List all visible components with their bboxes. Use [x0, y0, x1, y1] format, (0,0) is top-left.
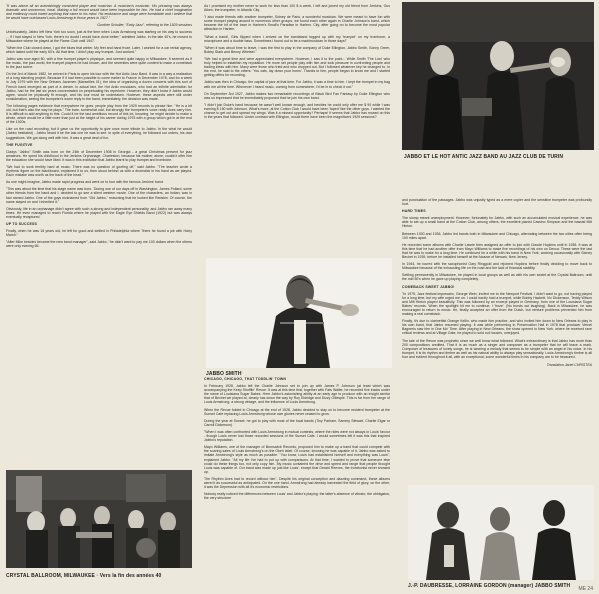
paragraph: "After Mike besides became the new band manager", said Jabbo, "he didn't want to pay me 100 dollars when the others were only earning 65. [6, 240, 192, 249]
paragraph: "I didn't join Duke's band because he wasn't well known enough, and besides he could only offer me $ 90 while I was earning $ 150 with Johnson. What's more, at the Cotton Club I would have been 'taped' like the other guys. I wanted the chance to get out and spread my wings. Was it a missed opportunity? Perhaps! It seems that Jabbo has mused on this in the years that followed. Under contract with Ellington, would there have been the magnificent 1929 sessions? [204, 102, 390, 120]
paragraph: In 1944, he toured with the saxophonist Gary Ringgold and rejoined Hopkins before finally deciding to move back to Milwaukee because of the exhausting life on the road and the lack of financial stability. [402, 262, 592, 271]
text-column-2 [204, 4, 390, 257]
section-heading-chicago: CHICAGO, CHICAGO, THAT TODDLIN' TOWN [204, 377, 287, 381]
paragraph: Cladys "Jabbo" Smith was born on the 24th of December 1908 in Georgia - a great Christmas present for jazz amateurs. He spent his childhood in the Jenkins Orphanage, Charleston, because his mother, alone, couldn't offer him the education she would have liked. It was in this institution that Jabbo learnt to play trumpet and trombone. [6, 149, 192, 162]
paragraph: During the year at Sunset, he got to play with most of the local bands (Tiny Parham, Sammy Stewart, Charlie Elgar or Carroll Dickerson). [204, 418, 390, 427]
section-heading-hard-times: HARD TIMES [402, 209, 426, 214]
paragraph: Finally, when he was 16 years old, he left for good and settled in Philadelphia where "there he found a job with Harry Marsh." [6, 229, 192, 238]
text-column-2-lower [204, 374, 390, 588]
paragraph: Between 1930 and 1936, Jabbo led bands both in Milwaukee and Chicago, alternating between the two cities often being 100 miles apart. [402, 231, 592, 240]
section-heading-comeback: COMEBACK SWEET JABBO! [402, 284, 455, 289]
paragraph: On September 3rd 1927, Jabbo makes two remarkable recordings of Black Bird Fan Fantasy by Duke Ellington who was so impressed that he immediately proposed that he join his own band. [204, 91, 390, 100]
paragraph: "We had a great time and were appreciated everywhere. However, I saw it to the point... While Smith 'The Lion' who truly helped to establish my reputation. He more set people play with him and took pleasure in confronting people and trading ideas with him. Many were those who tried and who dropped out. But I followed whatever key he changed to. In the end, he said to the others: 'You cats, lay down your horns'. Thanks to him, people began to know me and I started getting offers for recording. [204, 56, 390, 78]
paragraph: Like on the road recording, but it gave us the opportunity to give once more tribute to Jabbo. In the what he would (Jabbo hesitated) - Jabbo heard it be the last one he was to see. In spite of everything, he followed our orders, his own suggestions. We got along well with him. It was a great deal of fun. [6, 127, 192, 140]
paragraph: "This was about the time that his stage name was born. 'During one of our days off in Washington, James Pollard, some other friends from the band and I, decided to go see a silent western movie. One of the characters, an Indian, was in fact named Jabbo. One of the guys nicknamed from "Old Jabbo," reasoning that he looked like Redskin. Of course, the name stayed on and I inherited it." [6, 187, 192, 204]
photo-caption-crystal: CRYSTAL BALLROOM, MILWAUKEE · Vers la fin des années 40 [6, 573, 162, 579]
paragraph: Nobody really noticed the differences between Louis' and Jabbo's playing: the latter's absence of vibrato, the obbligatos, the very structure [204, 492, 390, 501]
paragraph: The Rhythm Aces had to record without him". Despite his original conception and dazzling command, these albums weren't as successful as anticipated. On the one hand, Armstrong had already harvested the field of glory, on the other, it was the Depression with all it's economic restrictions. [204, 476, 390, 490]
paragraph: "When it was about time to leave, I was the first to play in the company of Duke Ellington, Jabbo Smith, Sonny Greer, Bobby Stark and Benny Whetsel." [204, 45, 390, 54]
section-heading-success: UP TO SUCCESS [6, 222, 38, 227]
quote-attribution: Gunther Schuller, "Early Jazz", referring to the 1929 sessions [97, 23, 192, 28]
paragraph: The slump meant unemployment. However, fortunately for Jabbo, with such an accumulated musical experience, he was able to set up a small band at the Cotton Club, among others, the excellent pianist Cassino Simpson and the bassist Milt Hinton. [402, 216, 592, 229]
paragraph: Settling permanently in Milwaukee, he played in local groups as well as with his own sextet at the Crystal Ballroom, until the mid 50's when he gave up playing completely. [402, 273, 592, 282]
paragraph: and punctuation of the passages. Jabbo was unjustly typed as a mere copier and the sensitive trumpeter was profoundly hurt. [402, 198, 592, 207]
jabbo-smith-photo [206, 258, 392, 368]
hot-antic-jazz-band-photo [402, 2, 594, 150]
paragraph: On the 3rd of March 1982, he arrived in Paris to open his tour with the Hot Antic Jazz Band. It was in a way a realization of a long standing project. Because if it had been possible to come earlier to France in December 1978, and for a week in July 1979 with the New Orleans Jazzmen (Marseilles 01), the idea of organising a dozen concerts with this sort of French band emerged as part of a dream. In actual fact, the Hot Antic musicians, who had an infinite admiration for Jabbo, had for the last six years concentrated on perpetuating his repertoire. However, they didn't know if Jabbo would agree, would be physically fit enough, and his tour must be undertaken. However, these aspects were still under consideration, seeing the trumpeter's warm reply to the band, immediately, the decision was made. [6, 72, 192, 101]
paragraph: "In 1975, Jazz festival impresario, George Wein, invited me to the Newport Festival. I didn't want to go, not having played for a long time, but my wife urged me on. I could hardly hold a trumpet, while Bobby Hackett, Vic Dickenson, Teddy Wilson and Milt Hinton played beautifully. This was followed by an excerpt played in Germany, from one of the Louisiana Sugar Babes' records. When the spotlight hit me to continue, I 'froze'. (No bursts out laughing). Back in Milwaukee, he was encouraged to return to music. He, finally accepted an offer from the Dutch, but venture problems prevented him from making a real comeback. [402, 291, 592, 317]
paragraph: "When the Club closed down, I got the blues that winter. My feet and hand froze. Later, I worked for a car rental agency, which lasted until the early 60's. All that time, I didn't play any trumpet. Just worked." [6, 45, 192, 54]
paragraph: In February 1928, Jabbo left the Charlie Johnson set to join up with James P. Johnson (at least which was accompanying the Keep Shufflin' Revue. It was at this time that, together with Fats Waller, he recorded five tracks under the name of Louisiana Sugar Babes. Here Jabbo's astonishing ability at an early age to produce with an insight similar that of Bechet we played at, clearly has down the way by Roy Eldridge and Dizzy Gillespie. This is far from the range of Louis Armstrong, a strong vintage, and the influence of Louis Armstrong. [204, 384, 390, 405]
text-column-1 [6, 4, 192, 470]
paragraph: "We had to work terribly hard at music. There was no question of goofing off," said Jabbo. "The teacher wrote a rhythmic figure on the blackboard, explained it to us, then stood behind us with a drumstick in his hand as we played. Each mistake was worth us the back of the head." [6, 165, 192, 178]
paragraph: Jabbo was now aged 60, with a fine trumpet player's physique, and seemed quite happy in Milwaukee. It seemed as if the music, the jazz world, the trumpet players he had known, and the seventies were quite content to make a comeback to the jazz scene. [6, 56, 192, 70]
paragraph: As I promised my mother never to work for less than 100 $ a week, I left and joined my old friend from Jenkins, Gus Aiken, the trumpeter, in Atlantic City. [204, 4, 390, 13]
paragraph: Obviously, life in an orphanage didn't agree with such a strong and independent personality, and Jabbo ran away many times. He even managed to reach Florida where he played with the Eagle Eye Shields Band (1922) but was always eventually recaptured. [6, 206, 192, 219]
paragraph: "I also made friends with another trumpeter, Sidney de Paris, a wonderful musician. We were meant to have fun with some trumpet playing around in numerous other groups, we found each other again in Charlie Johnson's band, which became the hit of the town in Harlem's Small's Paradise in Harlem. City, after going on to become the most popular attraction in Harlem. [204, 15, 390, 32]
paragraph: Mayo Williams, one of the manager of Brunswick Records, proposed him to make up a band that could compete with the soaring sales of Louis Armstrong's on the Okeh label. Of course, knowing he was capable of it, Jabbo was asked to imitate Armstrong's style as much as possible. "You know, Louis had established himself and everything was Louis", explained Jabbo. "All my life I've had to put up with comparisons. At that time, I wanted to prove that someone else could do these things too, not only copy him. My music contained the drive and speed and range that people thought Louis was capable of. Our band was made up just like Louis', except that Gerald Reeves, the trombonist never showed up. [204, 445, 390, 474]
paragraph: "What a band!, Girls flipped when I arrived on the bandstand togged up with my 'trumpet' on my trombone, a microphone and a double bass. Sometimes I found out to be a mad/musician in those days!" [204, 34, 390, 43]
quote-paragraph: "It was above all an astonishingly consistent player and musician. A musician's musician. His phrasing was always dramatic and uncommon, tonal. Making a full record would have been impossible for him. He had a chief imagination and endlessly could invent anything that came to his mind. His endurance and range were formidable and I believe that he would have outclassed Louis Armstrong in those years in 1927." [6, 4, 192, 21]
crystal-ballroom-photo [6, 470, 192, 568]
paragraph: Finally, it's due to clarinettist Orange Kellin, who made him practice, and who invited him down to New Orleans to play in his own band, that Jabbo resumed playing. It was while performing in Preservation Hall in 1978 that producer Vernel Bagneris saw him in One Mo' Time. After playing in New Orleans, the show opened in New York, where he received rave critical reviews and at Village Gate, he played to sold out houses, overjoyed. [402, 319, 592, 336]
paragraph: "When I was often confronted with Louis Armstrong in mutual contests, where the rides were not always in Louis' favour - though Louis never lost those recorded sessions of the Sunset Cafe. I would sometimes tell it was this that inspired Jabbo's reputation. [204, 429, 390, 443]
section-heading-fugitive: THE FUGITIVE [6, 142, 33, 147]
translator-credit: Translation Janet CHRISTEA [546, 363, 592, 367]
paragraph: When the Revue folded in Chicago at the end of 1928, Jabbo decided to stay on to become resident trumpeter at the Sunset Cafe replacing Louis Armstrong whose own glories never ceased to grow. [204, 407, 390, 416]
paragraph: As one might imagine, Jabbo made rapid progress and went on to tour with the famous Jenkins' band. [6, 180, 164, 185]
photo-caption-hot-antic: JABBO ET LE HOT ANTIC JAZZ BAND AU JAZZ CLUB DE TURIN [404, 154, 564, 160]
page-number: ME 24 [578, 586, 593, 592]
paragraph: The following pages evidence that everywhere he goes, people play from the 1929 records to please him. "He is a bit old, but that's also the way he plays." The bare, somewhat odd, but strongly the trumpeter's voice really does carry him. It is difficult to add anything to this. Could it be the last ambitious record of this lot, knowing, he might decide to make a whole, which would be a little more than just at the height of his career during 1975 with a group which got in at the end of the 1920s. [6, 103, 192, 125]
photo-caption-daubresse: J.-P. DAUBRESSE, LORRAINE GORDON (manager) JABBO SMITH [408, 583, 571, 589]
paragraph: He recorded some albums with Charlie Lawrie then assigned an offer to join with Claude Hopkins until in 1938. It was at this time that he had another offer from Mayo Williams to make five recordings of his own on Decca. These were the last that he was to make for a long time. He continued for a while with his band in New York, working occasionally with Sidney Bechet in 1939, before he installed himself at the Alcazar of Newark, New Jersey. [402, 242, 592, 260]
photo-caption-jabbo: JABBO SMITH [206, 371, 242, 377]
paragraph: Unfortunately, Jabbo left New York too soon, just at the time when Louis Armstrong was starting on his way to success ... If I had stayed in New York, there's no doubt I would have done better," admitted Jabbo. In the late 40's, he moved to Milwaukee where he played at the Flame Club until 1947. [6, 30, 192, 43]
daubresse-gordon-smith-photo [408, 485, 594, 580]
paragraph: The tale of the Revue was prophetic since we well know what followed. What's extraordinary is that Jabbo has more than 200 compositions credited. That it is as much as a singer and composer as a trumpeter that he will leave a mark. Composer of treasures of lovely songs, he is wearing a melody that seems to be simple with an angel in his voice. In his trumpet, it is its rhythm and timbre as well as his natural ability to always play sensationally. Louis Armstrong's timbre is all four and evident throughout it all, with an exceptional, some wonderful times in his company are to be treasured. [402, 338, 592, 359]
paragraph: Jabbo was then in Chicago, the capital of jazz at that time. For Jabbo, it was a time to him. I kept the trumpet in my bag with me all the time. Whenever I heard music, coming from somewhere, I'd be in to check it out." [204, 80, 390, 89]
